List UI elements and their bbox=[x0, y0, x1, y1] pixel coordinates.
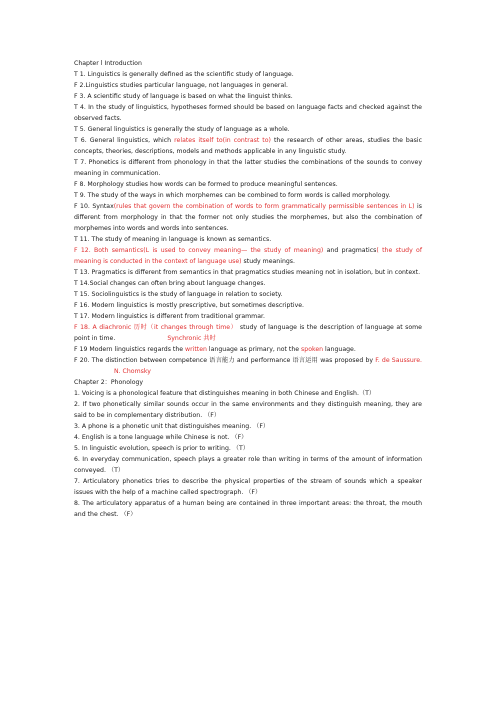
statement-6-note: relates itself to(in contrast to) bbox=[174, 137, 271, 144]
statement-12-text: F 12. Both semantics bbox=[74, 247, 144, 254]
phonology-item-8: 8. The articulatory apparatus of a human being are contained in three important areas: the throat, the mouth and the chest. （F） bbox=[74, 500, 422, 518]
statement-7: T 7. Phonetics is different from phonology in that the latter studies the combinations of the sounds to convey meaning in communication. bbox=[74, 159, 422, 177]
statement-19-spoken: spoken bbox=[301, 346, 324, 353]
phonology-item-3: 3. A phone is a phonetic unit that distinguishes meaning. （F） bbox=[74, 423, 270, 430]
statement-11: T 11. The study of meaning in language is known as semantics. bbox=[74, 236, 272, 243]
phonology-item-5: 5. In linguistic evolution, speech is prior to writing. （T） bbox=[74, 445, 249, 452]
statement-14: T 14.Social changes can often bring about language changes. bbox=[74, 280, 266, 287]
statement-19-written: written bbox=[185, 346, 207, 353]
statement-20-text: F 20. The distinction between competence 语言能力 and performance 语言运用 was proposed by bbox=[74, 357, 376, 364]
document-body bbox=[74, 58, 422, 520]
statement-12-note-semantics: (L is used to convey meaning— the study of meaning) bbox=[143, 247, 324, 254]
statement-8: F 8. Morphology studies how words can be formed to produce meaningful sentences. bbox=[74, 181, 338, 188]
statement-10 bbox=[74, 201, 422, 234]
statement-10-note: (rules that govern the combination of words to form grammatically permissible sentences in L) bbox=[113, 203, 415, 210]
statement-12-text-end: study meanings. bbox=[241, 258, 295, 265]
statement-9: T 9. The study of the ways in which morphemes can be combined to form words is called morphology. bbox=[74, 192, 391, 199]
statement-19-text-end: language. bbox=[323, 346, 356, 353]
statement-10-text: F 10. Syntax bbox=[74, 203, 114, 210]
statement-20 bbox=[74, 355, 422, 377]
statement-6-text-end: the research of other areas, studies the basic concepts, theories, descriptions, models and methods applicable in any linguistic study. bbox=[74, 137, 422, 155]
phonology-item-1: 1. Voicing is a phonological feature that distinguishes meaning in both Chinese and English.（T） bbox=[74, 390, 376, 397]
statement-6-text: T 6. General linguistics, which bbox=[74, 137, 175, 144]
statement-2: F 2.Linguistics studies particular language, not languages in general. bbox=[74, 82, 288, 89]
statement-12-note-pragmatics: ( the study of meaning is conducted in the context of language use) bbox=[74, 247, 423, 265]
statement-18-note: diachronic 历时（it changes through time） bbox=[99, 324, 238, 331]
statement-19-text: F 19 Modern linguistics regards the bbox=[74, 346, 186, 353]
phonology-item-7: 7. Articulatory phonetics tries to describe the physical properties of the stream of sounds which a speaker issues with the help of a machine called spectrograph. （F） bbox=[74, 478, 422, 496]
statement-18-text: F 18. A bbox=[74, 324, 100, 331]
statement-5: T 5. General linguistics is generally the study of language as a whole. bbox=[74, 126, 290, 133]
statement-15: T 15. Sociolinguistics is the study of language in relation to society. bbox=[74, 291, 283, 298]
statement-19 bbox=[74, 344, 422, 355]
statement-4: T 4. In the study of linguistics, hypotheses formed should be based on language facts and checked against the observed facts. bbox=[74, 104, 422, 122]
phonology-item-4: 4. English is a tone language while Chinese is not. （F） bbox=[74, 434, 248, 441]
statement-17: T 17. Modern linguistics is different from traditional grammar. bbox=[74, 313, 265, 320]
phonology-item-2: 2. If two phonetically similar sounds occur in the same environments and they distinguish meaning, they are said to be in complementary distribution. （F） bbox=[74, 401, 422, 419]
statement-18 bbox=[74, 322, 422, 344]
statement-13: T 13. Pragmatics is different from semantics in that pragmatics studies meaning not in isolation, but in context. bbox=[74, 269, 421, 276]
statement-6 bbox=[74, 135, 422, 157]
phonology-item-6: 6. In everyday communication, speech plays a greater role than writing in terms of the amount of information conveyed. （T） bbox=[74, 456, 422, 474]
statement-19-text-mid: language as primary, not the bbox=[206, 346, 302, 353]
chapter-1-heading: Chapter l Introduction bbox=[74, 60, 142, 67]
statement-18-text-end: study of language is the description of language at some point in time. bbox=[74, 324, 422, 342]
statement-12-text-mid: and pragmatics bbox=[323, 247, 377, 254]
chapter-2-heading: Chapter 2：Phonology bbox=[74, 379, 144, 386]
statement-1: T 1. Linguistics is generally defined as the scientific study of language. bbox=[74, 71, 294, 78]
statement-3: F 3. A scientific study of language is based on what the linguist thinks. bbox=[74, 93, 293, 100]
statement-10-text-end: is different from morphology in that the former not only studies the morphemes, but also the combination of morphemes into words and words into sentences. bbox=[74, 203, 422, 232]
statement-16: F 16. Modern linguistics is mostly prescriptive, but sometimes descriptive. bbox=[74, 302, 305, 309]
statement-12 bbox=[74, 245, 422, 267]
statement-20-correction: N. Chomsky bbox=[114, 368, 151, 375]
statement-20-saussure: F. de Saussure. bbox=[375, 357, 422, 364]
statement-18-correction: Synchronic 共时 bbox=[167, 335, 216, 342]
